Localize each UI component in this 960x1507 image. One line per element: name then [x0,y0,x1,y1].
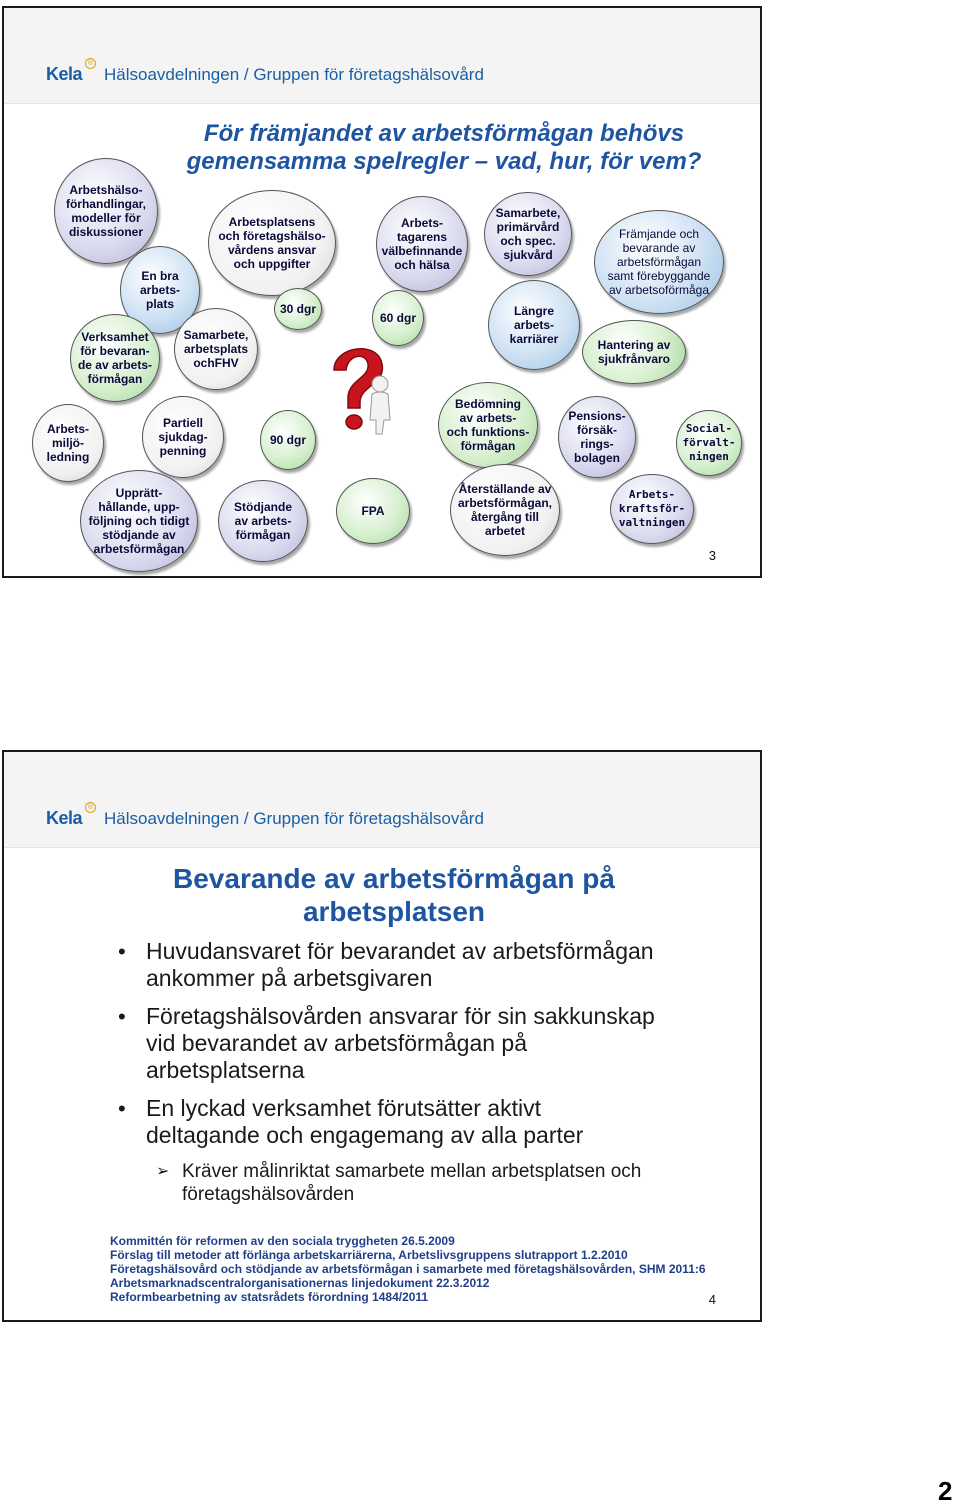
bubble-arbetskraftsforvaltningen: Arbets- kraftsför- valtningen [610,474,694,544]
reference-line: Reformbearbetning av statsrådets förordning 1484/2011 [110,1290,429,1304]
kela-logo: Kela [46,64,83,84]
bullet-item: • Företagshälsovården ansvarar för sin sakkunskap vid bevarandet av arbetsförmågan på arbetsplatserna [116,1003,736,1084]
slide-4 [2,750,762,1322]
slide-title: För främjandet av arbetsförmågan behövs gemensamma spelregler – vad, hur, för vem? [186,120,702,175]
reference-line: Företagshälsovård och stödjande av arbetsförmågan i samarbete med företagshälsovården, SHM 2011:6 [110,1262,706,1276]
slide-header [4,8,760,104]
bubble-upprätthallande: Upprätt- hållande, upp- följning och tidigt stödjande av arbetsförmågan [80,470,198,572]
bubble-60-dgr: 60 dgr [372,290,424,346]
bubble-en-bra-arbetsplats: En bra arbets- plats [120,246,200,334]
header-department: Hälsoavdelningen / Gruppen för företagshälsovård [104,65,484,84]
figure-head-icon [372,376,388,392]
bubble-arbetshalsoforhandlingar: Arbetshälso- förhandlingar, modeller för diskussioner [54,158,158,264]
arrow-bullet-icon: ➢ [156,1163,170,1180]
bullet-item: • En lyckad verksamhet förutsätter aktivt deltagande och engagemang av alla parter [116,1095,736,1149]
bubble-30-dgr: 30 dgr [274,288,322,330]
bubble-bedomning: Bedömning av arbets- och funktions- förmågan [438,382,538,468]
bubble-langre-arbetskarriarer: Längre arbets- karriärer [488,280,580,370]
bubble-fpa: FPA [336,478,410,544]
bubble-stodjande: Stödjande av arbets- förmågan [218,480,308,562]
bubble-90-dgr: 90 dgr [260,410,316,470]
bubble-samarbete-primarvard: Samarbete, primärvård och spec. sjukvård [484,192,572,276]
bubble-hantering-sjukfranvaro: Hantering av sjukfrånvaro [582,320,686,384]
header-department: Hälsoavdelningen / Gruppen för företagshälsovård [104,809,484,828]
registered-mark: ® [85,802,96,813]
bullet-item: • Huvudansvaret för bevarandet av arbetsförmågan ankommer på arbetsgivaren [116,938,736,992]
page-number: 2 [938,1476,953,1506]
reference-line: Arbetsmarknadscentralorganisationernas linjedokument 22.3.2012 [110,1276,490,1290]
bubble-pensionsforsakringsbolagen: Pensions- försäk- rings- bolagen [558,396,636,478]
question-mark-figure [316,336,406,436]
bubble-samarbete-arbetsplats: Samarbete, arbetsplats ochFHV [174,308,258,390]
bubble-socialforvaltningen: Social- förvalt- ningen [676,410,742,476]
slide-number: 4 [708,1292,716,1307]
bubble-aterstallande: Återställande av arbetsförmågan, återgång till arbetet [450,464,560,556]
reference-line: Kommittén för reformen av den sociala tryggheten 26.5.2009 [110,1234,455,1248]
sub-bullet-item: ➢ Kräver målinriktat samarbete mellan arbetsplatsen och företagshälsovården [156,1161,642,1205]
slide-title: Bevarande av arbetsförmågan på arbetsplatsen [173,863,615,927]
question-dot-icon [346,415,362,429]
bubble-arbetstagarens-valbefinnande: Arbets- tagarens välbefinnande och hälsa [376,196,468,292]
slide-3 [2,6,762,578]
figure-body-icon [370,392,390,434]
registered-mark: ® [85,58,96,69]
bubble-framjande: Främjande och bevarande av arbetsförmågan samt förebyggande av arbetsoförmåga [594,210,724,314]
bubble-partiell-sjukdagpenning: Partiell sjukdag- penning [142,396,224,478]
slide-number: 3 [708,548,716,563]
bubble-arbetsplatsens-ansvar: Arbetsplatsens och företagshälso- vårdens ansvar och uppgifter [208,190,336,296]
slide-header [4,752,760,848]
bubble-arbetsmiljoledning: Arbets- miljö- ledning [32,404,104,482]
bullet-list [116,938,736,1206]
kela-logo: Kela [46,808,83,828]
reference-line: Förslag till metoder att förlänga arbetskarriärerna, Arbetslivsgruppens slutrapport 1.2.2010 [110,1248,628,1262]
bubble-verksamhet: Verksamhet för bevaran- de av arbets- förmågan [70,314,160,402]
references [110,1234,750,1304]
